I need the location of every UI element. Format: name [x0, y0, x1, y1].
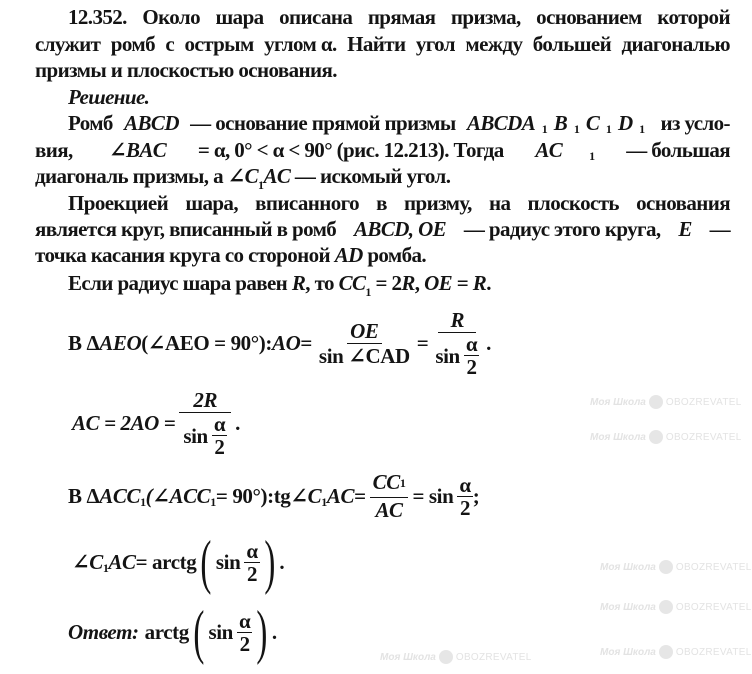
eq-text: 1 — [140, 494, 146, 509]
left-paren: ( — [200, 529, 212, 595]
left-paren: ( — [193, 599, 205, 665]
watermark — [590, 395, 742, 411]
denominator: AC — [375, 498, 403, 522]
denominator: 2 — [214, 435, 225, 459]
eq-text: = — [300, 330, 312, 355]
text-segment: C — [585, 111, 600, 135]
watermark-text: Моя Школа — [600, 602, 656, 613]
text-segment: E — [678, 217, 692, 241]
text-segment: ромб — [110, 32, 155, 56]
text-segment: служит — [35, 32, 101, 56]
fraction — [179, 388, 231, 458]
text-segment: из усло- — [651, 111, 730, 135]
eq-text: 1 — [399, 476, 406, 490]
text-segment: прямая — [367, 5, 436, 29]
text-segment: 1 — [639, 122, 645, 136]
text-segment: основания — [636, 191, 730, 215]
eq-text: sin — [208, 619, 233, 644]
text-segment: 1 — [541, 122, 548, 136]
eq-text: CC — [372, 470, 400, 494]
fraction — [432, 308, 482, 378]
text-segment: D — [617, 111, 633, 135]
logo-icon — [659, 560, 673, 574]
text-segment: CC — [338, 271, 366, 295]
eq-text: sin — [435, 343, 460, 368]
text-segment: — — [704, 217, 730, 241]
text-line — [35, 31, 730, 57]
denominator: 2 — [239, 631, 250, 656]
eq-text: В Δ — [68, 330, 100, 355]
text-line — [35, 216, 730, 242]
text-segment: с — [165, 32, 175, 56]
text-segment: Проекцией — [68, 191, 169, 215]
text-segment: Решение. — [68, 85, 150, 109]
eq-text: = sin — [412, 483, 454, 508]
text-segment: , то — [305, 271, 339, 295]
eq-text: ∠C — [72, 550, 103, 574]
denominator — [180, 413, 230, 458]
eq-text: (∠AEO = 90°): — [141, 331, 272, 355]
text-segment: между — [465, 32, 523, 56]
text-segment: AC — [263, 164, 291, 188]
text-segment: — основание прямой призмы — [185, 111, 461, 135]
text-segment: AC — [535, 138, 563, 162]
equation-result — [72, 529, 285, 595]
fraction — [464, 333, 479, 378]
text-line — [68, 270, 491, 299]
text-segment: которой — [657, 5, 730, 29]
text-segment: ABCD — [124, 111, 179, 135]
text-segment: OE — [424, 271, 453, 295]
eq-text: = 90°): — [215, 483, 274, 508]
eq-text: . — [486, 330, 492, 355]
watermark-text: OBOZREVATEL — [665, 432, 742, 443]
text-segment: 1 — [589, 149, 595, 163]
text-segment: — искомый угол. — [290, 164, 451, 188]
text-segment: ∠BAC — [108, 138, 167, 162]
text-segment: описана — [279, 5, 353, 29]
fraction — [370, 470, 409, 522]
eq-text: . — [279, 549, 285, 574]
denominator: 2 — [466, 355, 477, 379]
text-segment: в — [376, 191, 387, 215]
eq-text: AO — [271, 330, 301, 355]
equation-aeo — [68, 308, 491, 378]
text-segment: ABCD, OE — [354, 217, 447, 241]
eq-text: . — [271, 619, 277, 644]
text-segment: 1 — [605, 122, 612, 136]
text-segment: , — [414, 271, 425, 295]
eq-text: 1 — [210, 494, 216, 509]
watermark-text: Моя Школа — [380, 652, 436, 663]
watermark-text: OBOZREVATEL — [675, 562, 752, 573]
text-segment: вписанного — [255, 191, 359, 215]
text-line — [35, 57, 337, 83]
text-line — [68, 84, 149, 110]
text-line — [68, 190, 730, 216]
text-segment: 12.352. — [68, 5, 127, 29]
equation-ac — [72, 388, 240, 458]
text-line — [68, 4, 730, 30]
equation-acc1 — [68, 470, 479, 522]
eq-text: В Δ — [68, 483, 100, 508]
numerator: R — [438, 308, 476, 333]
text-segment: Около — [142, 5, 201, 29]
text-segment: ромба. — [362, 243, 427, 267]
numerator: α — [459, 472, 471, 497]
watermark-text: Моя Школа — [590, 397, 646, 408]
eq-text: = — [416, 330, 429, 355]
text-segment: шара, — [185, 191, 238, 215]
eq-text: sin — [215, 549, 241, 574]
text-segment: шара — [215, 5, 264, 29]
fraction — [457, 474, 472, 519]
text-segment: — радиус этого круга, — [459, 217, 666, 241]
eq-text: ACC — [99, 483, 141, 508]
text-line — [35, 137, 730, 163]
text-segment: = 2 — [370, 271, 402, 295]
watermark — [590, 430, 742, 446]
text-segment: R — [291, 271, 306, 295]
eq-text: 1 — [102, 560, 109, 575]
watermark — [600, 645, 752, 661]
text-segment: призма, — [450, 5, 521, 29]
text-segment: диагональ призмы, а — [35, 164, 228, 188]
text-segment: на — [488, 191, 511, 215]
answer-label: Ответ: — [68, 619, 139, 644]
text-segment: R — [472, 271, 487, 295]
eq-text: AC = 2AO = — [72, 410, 176, 435]
text-segment: R — [401, 271, 415, 295]
eq-text: AEO — [99, 330, 142, 355]
watermark-text: OBOZREVATEL — [675, 602, 752, 613]
numerator: 2R — [179, 388, 231, 413]
fraction — [316, 319, 413, 368]
numerator: α — [213, 412, 226, 436]
eq-text: AC — [326, 483, 355, 508]
text-segment: вия, — [35, 138, 82, 162]
answer — [68, 599, 277, 665]
logo-icon — [439, 650, 453, 664]
watermark-text: OBOZREVATEL — [665, 397, 742, 408]
watermark-text: Моя Школа — [600, 562, 656, 573]
text-segment: = α, 0° < α < 90° (рис. 12.213). Тогда — [193, 138, 509, 162]
text-segment: Ромб — [68, 111, 118, 135]
watermark-text: OBOZREVATEL — [455, 652, 532, 663]
watermark-text: Моя Школа — [600, 647, 656, 658]
text-line — [35, 163, 451, 192]
eq-text: 1 — [321, 494, 327, 509]
text-segment: большей — [532, 32, 612, 56]
watermark-text: Моя Школа — [590, 432, 646, 443]
text-segment: = — [452, 271, 473, 295]
text-segment: призмы и плоскостью основания. — [35, 58, 337, 82]
text-segment: Найти — [347, 32, 406, 56]
numerator: OE — [347, 319, 381, 344]
text-segment: диагональю — [621, 32, 730, 56]
eq-text: sin — [183, 423, 208, 448]
text-segment: острым — [184, 32, 254, 56]
watermark — [600, 560, 752, 576]
text-segment: основанием — [536, 5, 642, 29]
right-paren: ) — [264, 529, 275, 595]
eq-text: ; — [472, 483, 480, 508]
numerator: α — [465, 332, 478, 356]
text-segment: . — [486, 271, 491, 295]
text-segment: — большая — [621, 138, 730, 162]
fraction — [237, 610, 252, 655]
logo-icon — [649, 395, 663, 409]
text-segment: плоскость — [527, 191, 619, 215]
text-segment: AD — [334, 243, 363, 267]
logo-icon — [659, 645, 673, 659]
logo-icon — [659, 600, 673, 614]
numerator — [370, 470, 409, 498]
text-segment: ABCDA — [466, 111, 536, 135]
logo-icon — [649, 430, 663, 444]
numerator: α — [238, 608, 251, 633]
eq-text: . — [235, 410, 240, 435]
fraction — [244, 540, 259, 585]
text-line — [68, 110, 730, 136]
denominator: 2 — [247, 561, 258, 586]
text-segment: угол — [415, 32, 455, 56]
eq-text: AC — [108, 549, 136, 574]
text-segment: призму, — [404, 191, 472, 215]
numerator: α — [246, 538, 258, 563]
fraction — [212, 413, 227, 458]
watermark — [380, 650, 532, 666]
text-segment: 1 — [258, 178, 264, 192]
eq-text: ∠C — [290, 484, 322, 508]
denominator: 2 — [459, 495, 471, 520]
text-segment: 1 — [573, 122, 580, 136]
text-segment: 1 — [365, 285, 371, 299]
denominator: sin ∠CAD — [318, 343, 410, 368]
eq-text: = arctg — [135, 549, 197, 574]
text-segment: ∠C — [227, 164, 259, 188]
watermark-text: OBOZREVATEL — [675, 647, 752, 658]
right-paren: ) — [256, 599, 268, 665]
text-segment: углом α. — [264, 32, 337, 56]
eq-text: = — [354, 483, 366, 508]
denominator — [432, 333, 482, 378]
eq-text: (∠ACC — [145, 484, 211, 508]
eq-text: tg — [273, 483, 291, 508]
text-segment: Если радиус шара равен — [68, 271, 292, 295]
watermark — [600, 600, 752, 616]
text-segment: B — [553, 111, 568, 135]
text-segment: является круг, вписанный в ромб — [35, 217, 341, 241]
text-line — [35, 242, 426, 268]
text-segment: точка касания круга со стороной — [35, 243, 335, 267]
eq-text: arctg — [144, 619, 189, 644]
